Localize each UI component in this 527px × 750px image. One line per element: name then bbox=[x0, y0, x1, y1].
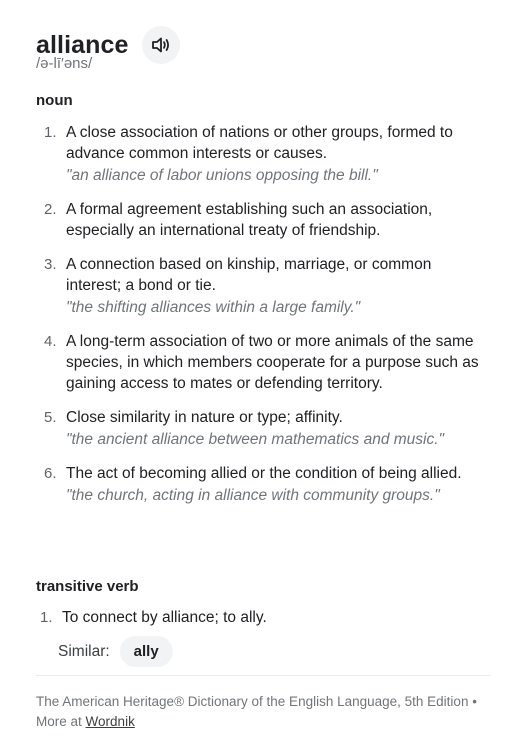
definition-example: "an alliance of labor unions opposing the bill." bbox=[66, 167, 378, 184]
definition-text: To connect by alliance; to ally. bbox=[62, 609, 267, 626]
noun-definitions bbox=[36, 122, 486, 506]
definition-item bbox=[36, 331, 486, 394]
definition-number: 3. bbox=[44, 256, 57, 273]
definition-item bbox=[36, 407, 486, 450]
headword: alliance bbox=[36, 30, 129, 59]
definition-text: A long-term association of two or more animals of the same species, in which members cooperate for a purpose such as gaining access to mates or defending territory. bbox=[66, 333, 479, 392]
part-of-speech-noun: noun bbox=[36, 92, 73, 109]
more-at-label: More at bbox=[36, 714, 82, 729]
attribution bbox=[36, 692, 496, 732]
definition-text: A formal agreement establishing such an association, especially an international treaty of friendship. bbox=[66, 201, 433, 239]
attribution-source: The American Heritage® Dictionary of the English Language, 5th Edition bbox=[36, 694, 469, 709]
definition-example: "the ancient alliance between mathematics and music." bbox=[66, 431, 445, 448]
definition-number: 6. bbox=[44, 465, 57, 482]
part-of-speech-verb: transitive verb bbox=[36, 578, 139, 595]
definition-item bbox=[36, 463, 486, 506]
definition-number: 5. bbox=[44, 409, 57, 426]
similar-label: Similar: bbox=[58, 642, 110, 660]
pronounce-button[interactable] bbox=[142, 26, 180, 64]
definition-number: 4. bbox=[44, 333, 57, 350]
attribution-separator: • bbox=[472, 694, 477, 709]
phonetic-spelling: /ə-lī′əns/ bbox=[36, 55, 93, 72]
definition-text: A close association of nations or other groups, formed to advance common interests or causes. bbox=[66, 124, 453, 162]
definition-item bbox=[32, 607, 482, 667]
definition-item bbox=[36, 199, 486, 241]
definition-number: 2. bbox=[44, 201, 57, 218]
definition-text: Close similarity in nature or type; affinity. bbox=[66, 409, 343, 426]
wordnik-link[interactable]: Wordnik bbox=[85, 714, 135, 729]
definition-number: 1. bbox=[40, 609, 53, 626]
definition-number: 1. bbox=[44, 124, 57, 141]
similar-chip-ally[interactable]: ally bbox=[120, 636, 173, 667]
definition-item bbox=[36, 254, 486, 318]
similar-words bbox=[58, 636, 482, 667]
divider bbox=[36, 675, 491, 676]
verb-definitions bbox=[32, 607, 482, 667]
speaker-icon bbox=[151, 36, 171, 54]
definition-example: "the church, acting in alliance with community groups." bbox=[66, 487, 440, 504]
definition-text: The act of becoming allied or the condition of being allied. bbox=[66, 465, 462, 482]
definition-text: A connection based on kinship, marriage, or common interest; a bond or tie. bbox=[66, 256, 432, 294]
definition-item bbox=[36, 122, 486, 186]
definition-example: "the shifting alliances within a large family." bbox=[66, 299, 361, 316]
